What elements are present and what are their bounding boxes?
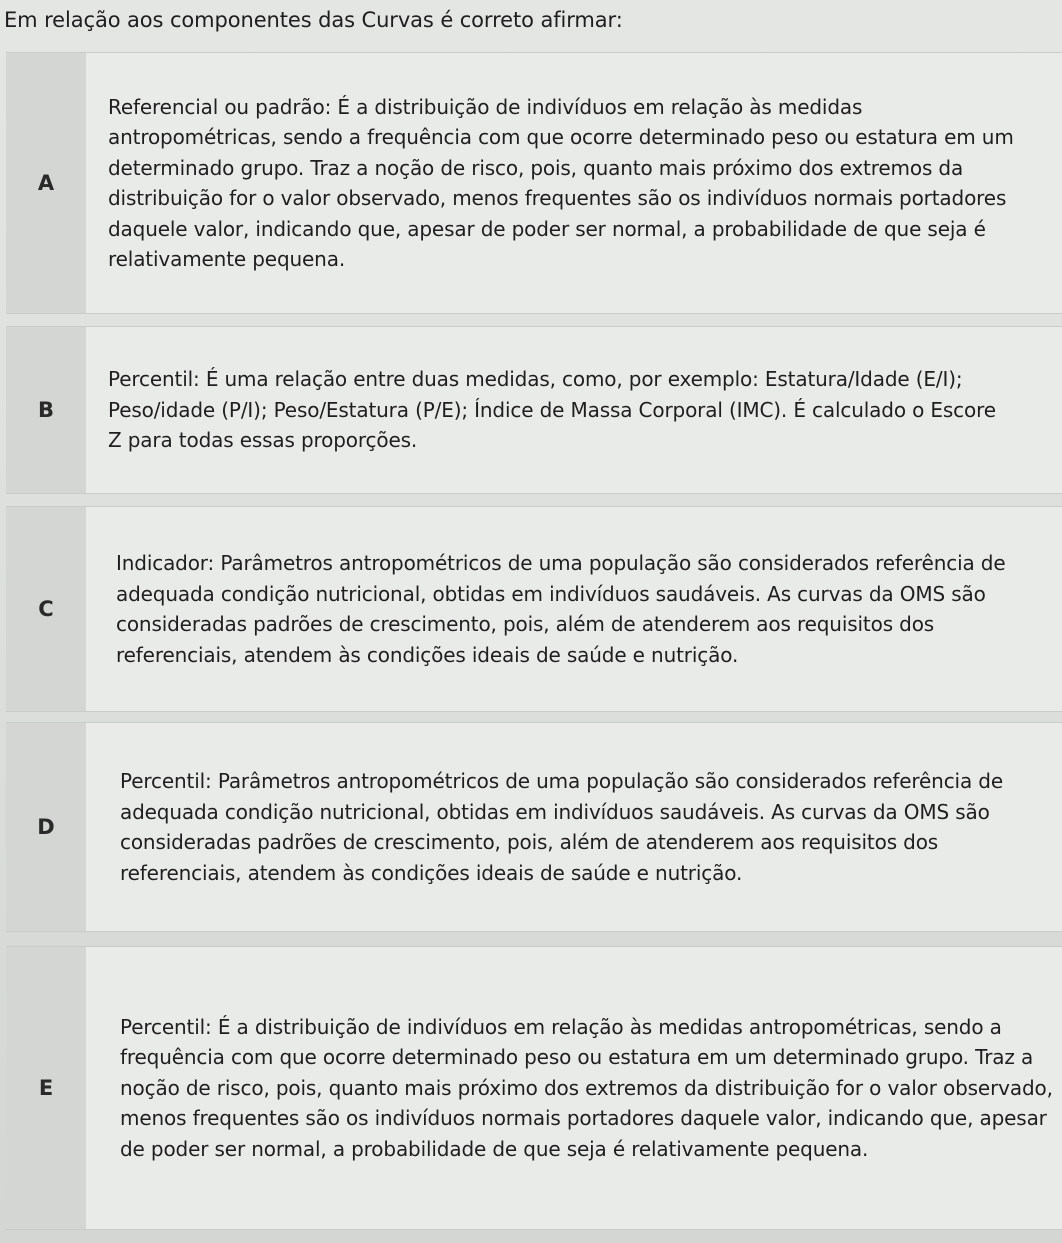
option-letter: D [6,723,86,931]
question-text: Em relação aos componentes das Curvas é correto afirmar: [4,8,623,32]
option-c[interactable] [6,506,1062,712]
option-text: Percentil: É uma relação entre duas medidas, como, por exemplo: Estatura/Idade (E/I); Peso/idade (P/I); Peso/Estatura (P/E); Índice de Massa Corporal (IMC). É calculado o Escore Z para todas essas proporções. [108,367,996,453]
option-b[interactable] [6,326,1062,494]
option-text: Referencial ou padrão: É a distribuição de indivíduos em relação às medidas antropométricas, sendo a frequência com que ocorre determinado peso ou estatura em um determinado grupo. Traz a noção de risco, pois, quanto mais próximo dos extremos da distribuição for o valor observado, menos frequentes são os indivíduos normais portadores daquele valor, indicando que, apesar de poder ser normal, a probabilidade de que seja é relativamente pequena. [108,94,1014,271]
option-letter: E [6,947,86,1229]
option-text-box [86,327,1062,493]
option-e[interactable] [6,946,1062,1230]
option-letter: A [6,53,86,313]
option-letter: C [6,507,86,711]
option-text-box [86,947,1062,1229]
option-text: Indicador: Parâmetros antropométricos de uma população são considerados referência de adequada condição nutricional, obtidas em indivíduos saudáveis. As curvas da OMS são consideradas padrões de crescimento, pois, além de atenderem aos requisitos dos referenciais, atendem às condições ideais de saúde e nutrição. [116,551,1006,667]
option-text-box [86,723,1062,931]
option-text-box [86,53,1062,313]
option-text: Percentil: É a distribuição de indivíduos em relação às medidas antropométricas, sendo a frequência com que ocorre determinado peso ou estatura em um determinado grupo. Traz a noção de risco, pois, quanto mais próximo dos extremos da distribuição for o valor observado, menos frequentes são os indivíduos normais portadores daquele valor, indicando que, apesar de poder ser normal, a probabilidade de que seja é relativamente pequena. [120,1014,1053,1161]
option-letter: B [6,327,86,493]
option-a[interactable] [6,52,1062,314]
option-text-box [86,507,1062,711]
option-text: Percentil: Parâmetros antropométricos de uma população são considerados referência de adequada condição nutricional, obtidas em indivíduos saudáveis. As curvas da OMS são consideradas padrões de crescimento, pois, além de atenderem aos requisitos dos referenciais, atendem às condições ideais de saúde e nutrição. [120,769,1003,885]
option-d[interactable] [6,722,1062,932]
